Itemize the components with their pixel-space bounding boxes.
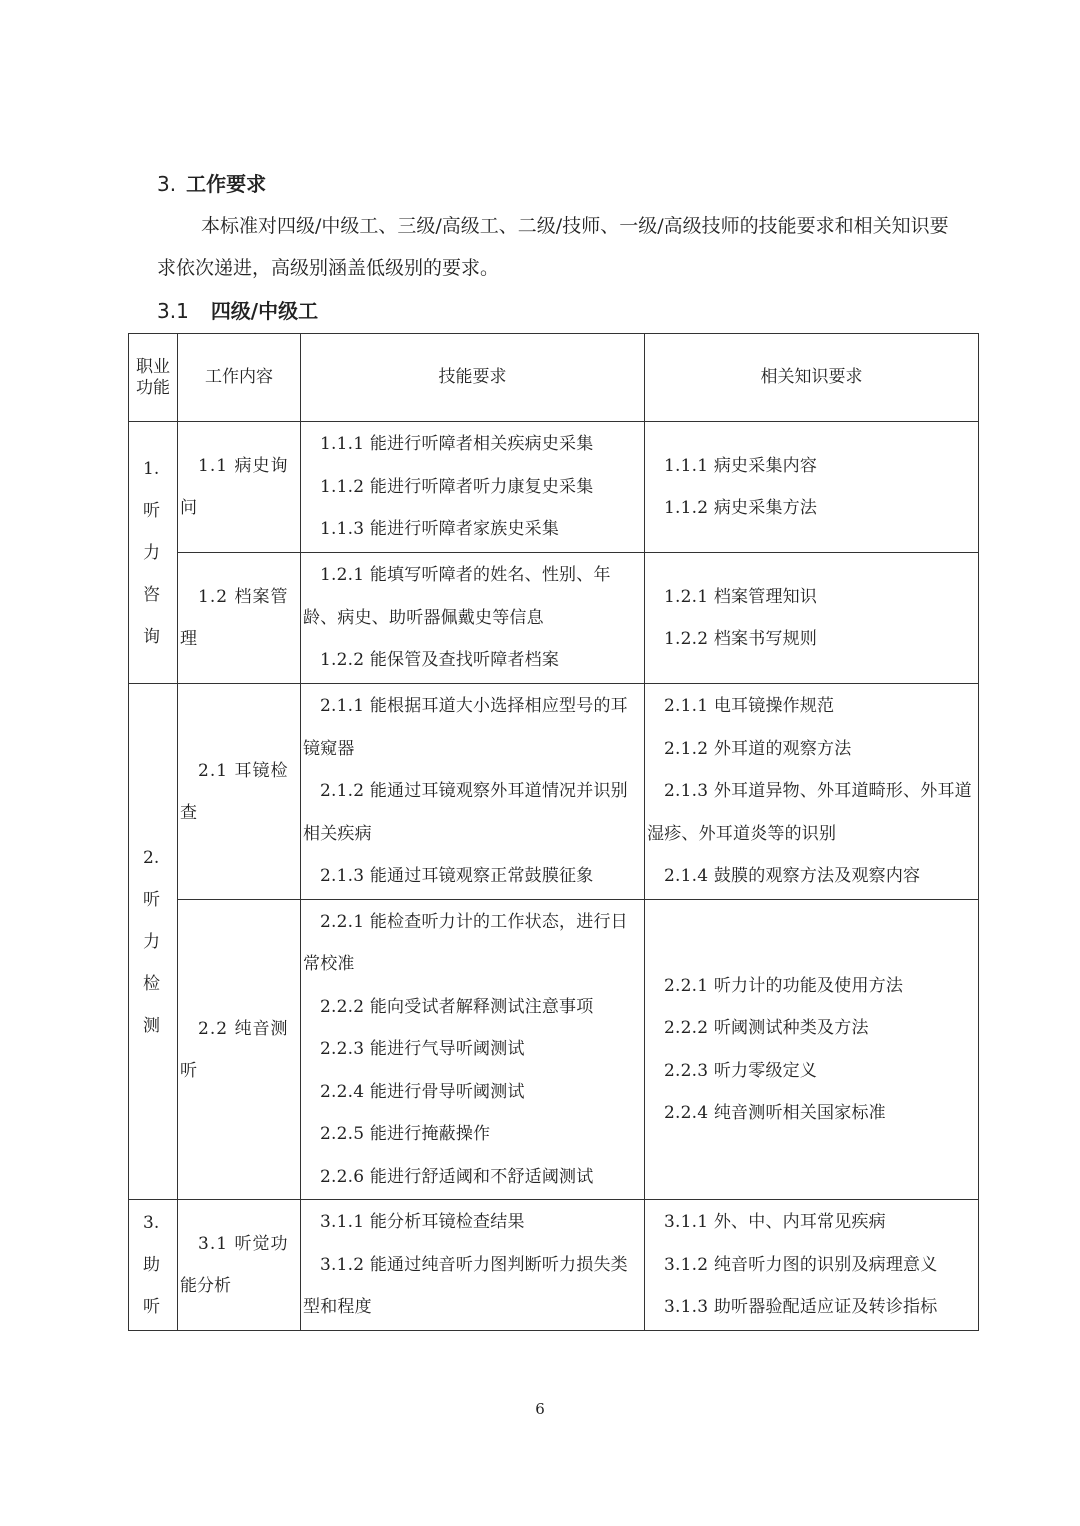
work-content-cell: 3.1 听觉功 能分析 xyxy=(178,1200,301,1331)
section-number: 3. xyxy=(157,172,177,196)
skills-cell xyxy=(301,553,645,684)
function-cell: 2. 听 力 检 测 xyxy=(129,684,178,1200)
knowledge-item: 2.1.3 外耳道异物、外耳道畸形、外耳道湿疹、外耳道炎等的识别 xyxy=(647,781,972,844)
skill-item: 2.2.1 能检查听力计的工作状态，进行日常校准 xyxy=(303,911,628,975)
subsection-title: 四级/中级工 xyxy=(210,299,319,323)
skill-item: 3.1.1 能分析耳镜检查结果 xyxy=(320,1212,525,1233)
knowledge-item: 2.2.3 听力零级定义 xyxy=(664,1060,818,1081)
skill-item: 2.2.2 能向受试者解释测试注意事项 xyxy=(320,996,594,1017)
knowledge-item: 1.1.1 病史采集内容 xyxy=(664,455,818,476)
knowledge-cell xyxy=(645,1200,979,1331)
work-content-cell: 1.2 档案管 理 xyxy=(178,553,301,684)
skill-item: 1.1.1 能进行听障者相关疾病史采集 xyxy=(320,434,594,455)
knowledge-item: 2.2.1 听力计的功能及使用方法 xyxy=(664,975,904,996)
skill-item: 2.1.2 能通过耳镜观察外耳道情况并识别相关疾病 xyxy=(303,781,628,844)
table-header-row xyxy=(129,334,979,422)
skill-item: 3.1.2 能通过纯音听力图判断听力损失类型和程度 xyxy=(303,1254,628,1318)
knowledge-cell xyxy=(645,900,979,1200)
function-cell: 1. 听 力 咨 询 xyxy=(129,422,178,684)
knowledge-item: 2.2.2 听阈测试种类及方法 xyxy=(664,1018,869,1038)
table-row xyxy=(129,422,979,553)
function-cell: 3. 助 听 xyxy=(129,1200,178,1331)
header-content: 工作内容 xyxy=(178,334,301,422)
section-title: 工作要求 xyxy=(186,172,267,196)
table-row xyxy=(129,553,979,684)
skills-cell xyxy=(301,684,645,900)
knowledge-item: 1.2.2 档案书写规则 xyxy=(664,629,818,649)
header-function: 职业 功能 xyxy=(129,334,178,422)
knowledge-item: 2.1.4 鼓膜的观察方法及观察内容 xyxy=(664,866,921,887)
table-row xyxy=(129,1200,979,1331)
intro-paragraph: 本标准对四级/中级工、三级/高级工、二级/技师、一级/高级技师的技能要求和相关知识要求依次递进，高级别涵盖低级别的要求。 xyxy=(157,215,949,279)
skill-item: 1.2.2 能保管及查找听障者档案 xyxy=(320,650,560,671)
knowledge-item: 3.1.1 外、中、内耳常见疾病 xyxy=(664,1212,886,1233)
knowledge-item: 1.1.2 病史采集方法 xyxy=(664,498,818,518)
page-number: 6 xyxy=(535,1400,545,1418)
knowledge-item: 2.2.4 纯音测听相关国家标准 xyxy=(664,1103,886,1123)
skill-item: 2.2.3 能进行气导听阈测试 xyxy=(320,1039,525,1060)
skill-item: 2.2.4 能进行骨导听阈测试 xyxy=(320,1081,525,1102)
knowledge-cell xyxy=(645,684,979,900)
requirements-table xyxy=(128,333,979,1331)
skill-item: 1.1.2 能进行听障者听力康复史采集 xyxy=(320,476,594,497)
header-knowledge: 相关知识要求 xyxy=(645,334,979,422)
work-content-cell: 1.1 病史询 问 xyxy=(178,422,301,553)
subsection-number: 3.1 xyxy=(157,299,189,323)
work-content-cell: 2.1 耳镜检 查 xyxy=(178,684,301,900)
skill-item: 2.1.1 能根据耳道大小选择相应型号的耳镜窥器 xyxy=(303,696,628,759)
skills-cell xyxy=(301,422,645,553)
skill-item: 1.2.1 能填写听障者的姓名、性别、年龄、病史、助听器佩戴史等信息 xyxy=(303,565,611,628)
knowledge-item: 3.1.3 助听器验配适应证及转诊指标 xyxy=(664,1297,938,1318)
skill-item: 1.1.3 能进行听障者家族史采集 xyxy=(320,519,560,540)
knowledge-item: 1.2.1 档案管理知识 xyxy=(664,586,818,607)
knowledge-item: 2.1.1 电耳镜操作规范 xyxy=(664,696,835,717)
knowledge-cell xyxy=(645,422,979,553)
skills-cell xyxy=(301,900,645,1200)
table-row xyxy=(129,684,979,900)
skill-item: 2.1.3 能通过耳镜观察正常鼓膜征象 xyxy=(320,866,594,887)
table-row xyxy=(129,900,979,1200)
work-content-cell: 2.2 纯音测 听 xyxy=(178,900,301,1200)
knowledge-item: 2.1.2 外耳道的观察方法 xyxy=(664,738,852,759)
section-heading xyxy=(157,170,266,198)
knowledge-cell xyxy=(645,553,979,684)
knowledge-item: 3.1.2 纯音听力图的识别及病理意义 xyxy=(664,1254,938,1275)
skills-cell xyxy=(301,1200,645,1331)
subsection-heading xyxy=(157,297,318,325)
skill-item: 2.2.5 能进行掩蔽操作 xyxy=(320,1124,491,1145)
header-skills: 技能要求 xyxy=(301,334,645,422)
skill-item: 2.2.6 能进行舒适阈和不舒适阈测试 xyxy=(320,1166,594,1187)
